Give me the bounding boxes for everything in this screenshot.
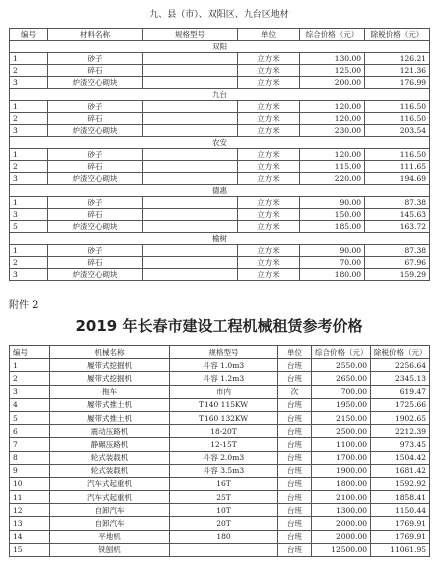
table-row — [10, 245, 430, 257]
header-spec: 规格型号 — [170, 346, 278, 359]
cell-unit: 台班 — [278, 464, 312, 477]
cell-unit: 立方米 — [238, 197, 300, 209]
cell-material-name: 碎石 — [48, 257, 143, 269]
group-name: 德惠 — [10, 185, 430, 197]
cell-pretax-price: 116.50 — [365, 113, 430, 125]
header-unit: 单位 — [278, 346, 312, 359]
table-row — [10, 530, 430, 543]
cell-spec — [170, 543, 278, 556]
cell-machine-name: 轮式装载机 — [50, 464, 170, 477]
cell-material-name: 炉渣空心砌块 — [48, 77, 143, 89]
cell-total-price: 90.00 — [300, 245, 365, 257]
cell-total-price: 1700.00 — [312, 451, 371, 464]
cell-spec: 市内 — [170, 385, 278, 398]
header-machine-name: 机械名称 — [50, 346, 170, 359]
cell-pretax-price: 1902.65 — [371, 411, 430, 424]
cell-machine-name: 自卸汽车 — [50, 504, 170, 517]
cell-unit: 立方米 — [238, 125, 300, 137]
cell-spec — [143, 257, 238, 269]
cell-spec: 12-15T — [170, 438, 278, 451]
cell-spec — [143, 113, 238, 125]
cell-spec: 16T — [170, 477, 278, 490]
cell-machine-name: 履带式推土机 — [50, 398, 170, 411]
cell-number: 9 — [10, 464, 50, 477]
cell-number: 3 — [10, 77, 48, 89]
header-pretax-price: 除税价格（元） — [365, 29, 430, 41]
header-number: 编号 — [10, 346, 50, 359]
cell-spec: 斗容 2.0m3 — [170, 451, 278, 464]
cell-machine-name: 平地机 — [50, 530, 170, 543]
cell-machine-name: 静碾压路机 — [50, 438, 170, 451]
cell-spec: 180 — [170, 530, 278, 543]
cell-number: 5 — [10, 411, 50, 424]
table-row — [10, 464, 430, 477]
group-name: 九台 — [10, 89, 430, 101]
cell-number: 12 — [10, 504, 50, 517]
cell-material-name: 碎石 — [48, 65, 143, 77]
cell-pretax-price: 87.38 — [365, 197, 430, 209]
section1-title: 九、县（市）、双阳区、九台区地材 — [149, 10, 289, 20]
header-spec: 规格型号 — [143, 29, 238, 41]
cell-machine-name: 履带式挖掘机 — [50, 372, 170, 385]
table-row — [10, 125, 430, 137]
cell-total-price: 125.00 — [300, 65, 365, 77]
cell-pretax-price: 1769.91 — [371, 530, 430, 543]
cell-total-price: 70.00 — [300, 257, 365, 269]
cell-material-name: 砂子 — [48, 197, 143, 209]
cell-total-price: 130.00 — [300, 53, 365, 65]
header-unit: 单位 — [238, 29, 300, 41]
cell-pretax-price: 973.45 — [371, 438, 430, 451]
cell-pretax-price: 1504.42 — [371, 451, 430, 464]
cell-total-price: 200.00 — [300, 77, 365, 89]
cell-material-name: 砂子 — [48, 149, 143, 161]
cell-pretax-price: 121.36 — [365, 65, 430, 77]
header-number: 编号 — [10, 29, 48, 41]
cell-pretax-price: 145.63 — [365, 209, 430, 221]
cell-total-price: 185.00 — [300, 221, 365, 233]
table-row — [10, 257, 430, 269]
cell-spec: 斗容 1.2m3 — [170, 372, 278, 385]
cell-number: 3 — [10, 209, 48, 221]
cell-pretax-price: 2212.39 — [371, 425, 430, 438]
cell-number: 2 — [10, 372, 50, 385]
cell-unit: 立方米 — [238, 149, 300, 161]
cell-spec: T140 115KW — [170, 398, 278, 411]
cell-total-price: 2000.00 — [312, 517, 371, 530]
cell-total-price: 2650.00 — [312, 372, 371, 385]
cell-pretax-price: 619.47 — [371, 385, 430, 398]
group-name: 双阳 — [10, 41, 430, 53]
cell-pretax-price: 159.29 — [365, 269, 430, 281]
cell-number: 7 — [10, 438, 50, 451]
cell-unit: 台班 — [278, 477, 312, 490]
cell-unit: 立方米 — [238, 209, 300, 221]
cell-total-price: 120.00 — [300, 149, 365, 161]
cell-number: 5 — [10, 221, 48, 233]
cell-total-price: 230.00 — [300, 125, 365, 137]
cell-unit: 立方米 — [238, 65, 300, 77]
machinery-rental-body — [10, 359, 430, 557]
cell-number: 8 — [10, 451, 50, 464]
table-row — [10, 197, 430, 209]
cell-unit: 台班 — [278, 451, 312, 464]
table-row — [10, 221, 430, 233]
cell-spec — [143, 209, 238, 221]
cell-unit: 台班 — [278, 411, 312, 424]
cell-unit: 立方米 — [238, 173, 300, 185]
table-row — [10, 491, 430, 504]
cell-total-price: 1950.00 — [312, 398, 371, 411]
cell-total-price: 2150.00 — [312, 411, 371, 424]
cell-pretax-price: 163.72 — [365, 221, 430, 233]
cell-number: 14 — [10, 530, 50, 543]
group-header-row — [10, 89, 430, 101]
cell-number: 15 — [10, 543, 50, 556]
cell-pretax-price: 203.54 — [365, 125, 430, 137]
header-pretax-price: 除税价格（元） — [371, 346, 430, 359]
cell-total-price: 2550.00 — [312, 359, 371, 372]
cell-material-name: 砂子 — [48, 101, 143, 113]
cell-number: 1 — [10, 101, 48, 113]
table-row — [10, 477, 430, 490]
cell-number: 1 — [10, 149, 48, 161]
cell-total-price: 90.00 — [300, 197, 365, 209]
cell-unit: 立方米 — [238, 113, 300, 125]
cell-pretax-price: 116.50 — [365, 101, 430, 113]
table-row — [10, 113, 430, 125]
table-row — [10, 101, 430, 113]
cell-pretax-price: 126.21 — [365, 53, 430, 65]
table-row — [10, 543, 430, 556]
cell-spec — [143, 173, 238, 185]
cell-number: 2 — [10, 257, 48, 269]
cell-number: 1 — [10, 245, 48, 257]
cell-spec: 斗容 3.5m3 — [170, 464, 278, 477]
cell-unit: 台班 — [278, 517, 312, 530]
table-row — [10, 451, 430, 464]
cell-machine-name: 汽车式起重机 — [50, 491, 170, 504]
cell-spec — [143, 149, 238, 161]
cell-unit: 台班 — [278, 359, 312, 372]
table-row — [10, 438, 430, 451]
cell-number: 3 — [10, 269, 48, 281]
cell-pretax-price: 2256.64 — [371, 359, 430, 372]
table-row — [10, 425, 430, 438]
cell-spec — [143, 65, 238, 77]
cell-material-name: 碎石 — [48, 161, 143, 173]
cell-machine-name: 自卸汽车 — [50, 517, 170, 530]
machinery-rental-table — [9, 345, 430, 557]
cell-pretax-price: 111.65 — [365, 161, 430, 173]
cell-pretax-price: 1681.42 — [371, 464, 430, 477]
cell-unit: 立方米 — [238, 221, 300, 233]
cell-total-price: 220.00 — [300, 173, 365, 185]
cell-machine-name: 履带式挖掘机 — [50, 359, 170, 372]
group-header-row — [10, 137, 430, 149]
cell-spec — [143, 161, 238, 173]
cell-material-name: 碎石 — [48, 113, 143, 125]
table-row — [10, 517, 430, 530]
cell-unit: 台班 — [278, 438, 312, 451]
cell-spec: 10T — [170, 504, 278, 517]
cell-pretax-price: 116.50 — [365, 149, 430, 161]
cell-spec — [143, 245, 238, 257]
cell-number: 3 — [10, 125, 48, 137]
cell-total-price: 120.00 — [300, 113, 365, 125]
table-row — [10, 385, 430, 398]
cell-unit: 台班 — [278, 504, 312, 517]
cell-material-name: 砂子 — [48, 53, 143, 65]
cell-pretax-price: 194.69 — [365, 173, 430, 185]
cell-total-price: 180.00 — [300, 269, 365, 281]
table-row — [10, 209, 430, 221]
cell-pretax-price: 1769.91 — [371, 517, 430, 530]
cell-pretax-price: 11061.95 — [371, 543, 430, 556]
cell-machine-name: 铣刨机 — [50, 543, 170, 556]
header-total-price: 综合价格（元） — [300, 29, 365, 41]
group-header-row — [10, 233, 430, 245]
table-row — [10, 372, 430, 385]
cell-spec: 斗容 1.0m3 — [170, 359, 278, 372]
cell-spec — [143, 101, 238, 113]
cell-pretax-price: 67.96 — [365, 257, 430, 269]
cell-number: 2 — [10, 65, 48, 77]
cell-pretax-price: 1858.41 — [371, 491, 430, 504]
cell-total-price: 1800.00 — [312, 477, 371, 490]
header-material-name: 材料名称 — [48, 29, 143, 41]
cell-unit: 立方米 — [238, 161, 300, 173]
cell-spec — [143, 197, 238, 209]
cell-number: 1 — [10, 359, 50, 372]
cell-spec: 25T — [170, 491, 278, 504]
cell-machine-name: 轮式装载机 — [50, 451, 170, 464]
table-row — [10, 65, 430, 77]
cell-pretax-price: 1725.66 — [371, 398, 430, 411]
cell-spec — [143, 269, 238, 281]
cell-total-price: 1300.00 — [312, 504, 371, 517]
section2-title: 2019 年长春市建设工程机械租赁参考价格 — [75, 317, 363, 335]
annex-label: 附件 2 — [9, 300, 39, 311]
cell-unit: 台班 — [278, 425, 312, 438]
cell-pretax-price: 1592.92 — [371, 477, 430, 490]
cell-material-name: 炉渣空心砌块 — [48, 173, 143, 185]
cell-unit: 台班 — [278, 398, 312, 411]
group-name: 农安 — [10, 137, 430, 149]
cell-number: 1 — [10, 53, 48, 65]
cell-unit: 立方米 — [238, 257, 300, 269]
cell-unit: 台班 — [278, 543, 312, 556]
table-row — [10, 359, 430, 372]
cell-number: 2 — [10, 161, 48, 173]
table-row — [10, 411, 430, 424]
cell-material-name: 碎石 — [48, 209, 143, 221]
cell-spec — [143, 77, 238, 89]
table-row — [10, 161, 430, 173]
table-header-row — [10, 29, 430, 41]
cell-unit: 台班 — [278, 372, 312, 385]
cell-number: 4 — [10, 398, 50, 411]
cell-number: 3 — [10, 385, 50, 398]
cell-spec: T160 132KW — [170, 411, 278, 424]
cell-number: 1 — [10, 197, 48, 209]
header-total-price: 综合价格（元） — [312, 346, 371, 359]
cell-pretax-price: 87.38 — [365, 245, 430, 257]
cell-material-name: 炉渣空心砌块 — [48, 269, 143, 281]
cell-number: 2 — [10, 113, 48, 125]
cell-total-price: 12500.00 — [312, 543, 371, 556]
cell-spec — [143, 53, 238, 65]
local-materials-body — [10, 41, 430, 281]
cell-total-price: 1900.00 — [312, 464, 371, 477]
group-name: 榆树 — [10, 233, 430, 245]
cell-number: 10 — [10, 477, 50, 490]
cell-total-price: 115.00 — [300, 161, 365, 173]
cell-total-price: 700.00 — [312, 385, 371, 398]
cell-number: 6 — [10, 425, 50, 438]
cell-material-name: 炉渣空心砌块 — [48, 125, 143, 137]
cell-number: 3 — [10, 173, 48, 185]
table-row — [10, 398, 430, 411]
cell-unit: 台班 — [278, 530, 312, 543]
cell-unit: 立方米 — [238, 269, 300, 281]
cell-machine-name: 履带式推土机 — [50, 411, 170, 424]
table-row — [10, 173, 430, 185]
cell-pretax-price: 2345.13 — [371, 372, 430, 385]
cell-number: 11 — [10, 491, 50, 504]
cell-machine-name: 汽车式起重机 — [50, 477, 170, 490]
cell-pretax-price: 1150.44 — [371, 504, 430, 517]
cell-unit: 次 — [278, 385, 312, 398]
cell-spec: 20T — [170, 517, 278, 530]
table-row — [10, 504, 430, 517]
cell-unit: 立方米 — [238, 53, 300, 65]
cell-total-price: 2100.00 — [312, 491, 371, 504]
cell-material-name: 炉渣空心砌块 — [48, 221, 143, 233]
cell-total-price: 1100.00 — [312, 438, 371, 451]
cell-unit: 立方米 — [238, 77, 300, 89]
cell-machine-name: 震动压路机 — [50, 425, 170, 438]
table-row — [10, 53, 430, 65]
cell-spec — [143, 125, 238, 137]
cell-unit: 台班 — [278, 491, 312, 504]
cell-total-price: 150.00 — [300, 209, 365, 221]
cell-total-price: 2500.00 — [312, 425, 371, 438]
table-row — [10, 149, 430, 161]
cell-spec — [143, 221, 238, 233]
cell-spec: 18-20T — [170, 425, 278, 438]
cell-number: 13 — [10, 517, 50, 530]
table-header-row — [10, 346, 430, 359]
group-header-row — [10, 41, 430, 53]
cell-unit: 立方米 — [238, 101, 300, 113]
cell-unit: 立方米 — [238, 245, 300, 257]
cell-material-name: 砂子 — [48, 245, 143, 257]
group-header-row — [10, 185, 430, 197]
local-materials-table — [9, 28, 430, 281]
table-row — [10, 269, 430, 281]
cell-total-price: 120.00 — [300, 101, 365, 113]
cell-pretax-price: 176.99 — [365, 77, 430, 89]
cell-total-price: 2000.00 — [312, 530, 371, 543]
table-row — [10, 77, 430, 89]
cell-machine-name: 拖车 — [50, 385, 170, 398]
